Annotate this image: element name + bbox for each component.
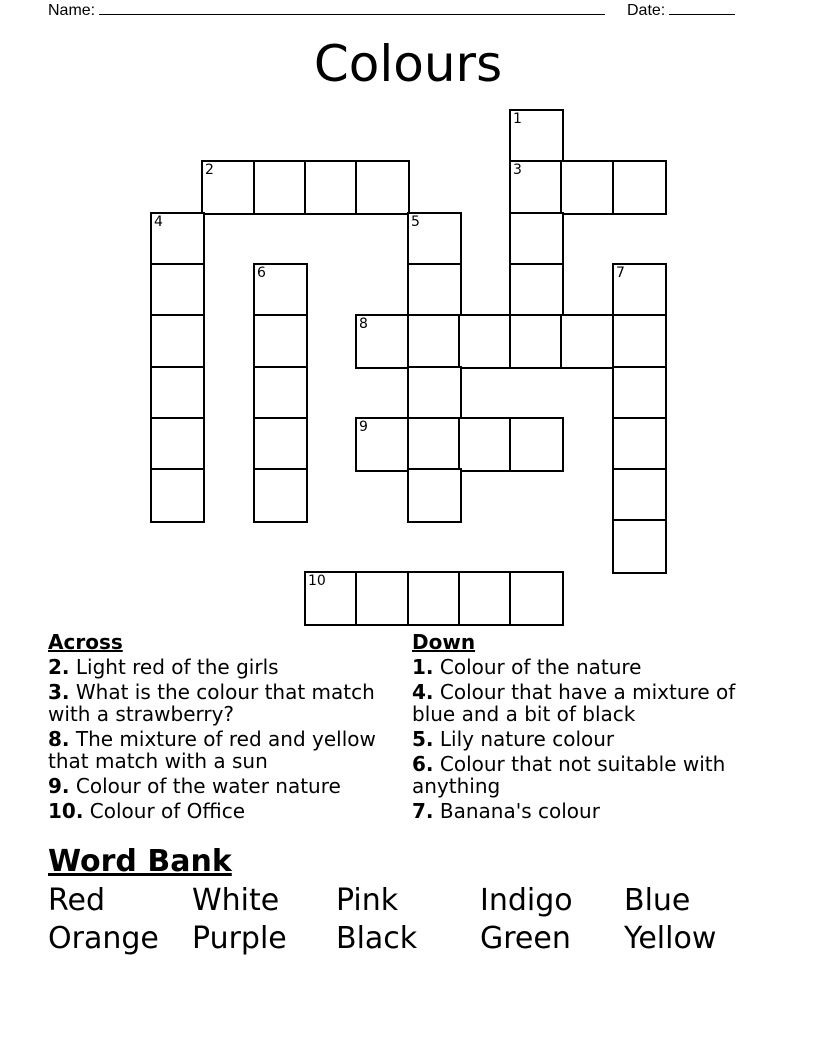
clue-item xyxy=(48,681,388,725)
crossword-cell[interactable] xyxy=(150,263,205,318)
clue-item xyxy=(48,728,388,772)
clue-item xyxy=(412,753,752,797)
word-bank-word: Red xyxy=(48,883,105,918)
crossword-cell[interactable] xyxy=(253,366,308,421)
clue-item xyxy=(412,800,752,822)
crossword-cell[interactable] xyxy=(253,263,308,318)
word-bank-row xyxy=(48,882,768,920)
crossword-cell[interactable] xyxy=(407,571,462,626)
clue-number: 5. xyxy=(412,727,434,751)
crossword-cell[interactable] xyxy=(407,417,462,472)
crossword-cell[interactable] xyxy=(509,212,564,267)
clue-text: Colour that not suitable with anything xyxy=(412,752,726,798)
clue-number: 8. xyxy=(48,727,70,751)
clue-text: Colour of the water nature xyxy=(69,774,341,798)
clue-item xyxy=(48,656,388,678)
clue-text: Colour of the nature xyxy=(433,655,642,679)
cell-number: 4 xyxy=(154,214,163,230)
word-bank-heading: Word Bank xyxy=(48,844,232,879)
crossword-cell[interactable] xyxy=(458,571,513,626)
crossword-cell[interactable] xyxy=(509,314,564,369)
word-bank-word: Orange xyxy=(48,921,159,956)
crossword-cell[interactable] xyxy=(458,417,513,472)
clue-number: 2. xyxy=(48,655,70,679)
word-bank-word: Indigo xyxy=(480,883,573,918)
crossword-cell[interactable] xyxy=(355,314,410,369)
clue-text: Colour of Office xyxy=(83,799,246,823)
word-bank-word: Green xyxy=(480,921,571,956)
clue-text: The mixture of red and yellow that match with a sun xyxy=(48,727,376,773)
word-bank-row xyxy=(48,920,768,958)
clues-section xyxy=(48,628,788,838)
clue-number: 4. xyxy=(412,680,434,704)
crossword-cell[interactable] xyxy=(253,314,308,369)
crossword-cell[interactable] xyxy=(458,314,513,369)
cell-number: 6 xyxy=(257,265,266,281)
cell-number: 5 xyxy=(411,214,420,230)
clue-number: 10. xyxy=(48,799,84,823)
crossword-cell[interactable] xyxy=(612,314,667,369)
crossword-cell[interactable] xyxy=(253,160,308,215)
crossword-cell[interactable] xyxy=(201,160,256,215)
clue-text: What is the colour that match with a strawberry? xyxy=(48,680,375,726)
crossword-cell[interactable] xyxy=(355,160,410,215)
crossword-cell[interactable] xyxy=(612,160,667,215)
crossword-cell[interactable] xyxy=(612,263,667,318)
down-clues xyxy=(412,628,752,825)
cell-number: 1 xyxy=(513,111,522,127)
cell-number: 10 xyxy=(308,573,326,589)
crossword-cell[interactable] xyxy=(407,468,462,523)
down-list xyxy=(412,656,752,822)
crossword-cell[interactable] xyxy=(560,314,615,369)
crossword-cell[interactable] xyxy=(253,468,308,523)
crossword-cell[interactable] xyxy=(509,571,564,626)
cell-number: 7 xyxy=(616,265,625,281)
cell-number: 9 xyxy=(359,419,368,435)
across-clues xyxy=(48,628,388,825)
crossword-cell[interactable] xyxy=(150,314,205,369)
clue-number: 6. xyxy=(412,752,434,776)
cell-number: 3 xyxy=(513,162,522,178)
crossword-cell[interactable] xyxy=(150,417,205,472)
crossword-cell[interactable] xyxy=(407,314,462,369)
clue-item xyxy=(48,800,388,822)
date-label: Date: xyxy=(627,2,666,19)
clue-text: Banana's colour xyxy=(433,799,600,823)
across-list xyxy=(48,656,388,822)
word-bank xyxy=(48,842,768,958)
name-label: Name: xyxy=(48,2,96,19)
crossword-cell[interactable] xyxy=(407,366,462,421)
crossword-cell[interactable] xyxy=(612,519,667,574)
clue-text: Lily nature colour xyxy=(433,727,615,751)
crossword-cell[interactable] xyxy=(509,109,564,164)
down-heading: Down xyxy=(412,630,476,654)
crossword-cell[interactable] xyxy=(612,468,667,523)
cell-number: 8 xyxy=(359,316,368,332)
word-bank-word: Blue xyxy=(624,883,691,918)
crossword-cell[interactable] xyxy=(509,160,564,215)
crossword-cell[interactable] xyxy=(509,417,564,472)
crossword-cell[interactable] xyxy=(253,417,308,472)
crossword-cell[interactable] xyxy=(407,212,462,267)
word-bank-word: Purple xyxy=(192,921,287,956)
page-title: Colours xyxy=(313,35,503,93)
clue-text: Light red of the girls xyxy=(69,655,279,679)
crossword-cell[interactable] xyxy=(612,417,667,472)
crossword-cell[interactable] xyxy=(355,571,410,626)
cell-number: 2 xyxy=(205,162,214,178)
clue-text: Colour that have a mixture of blue and a bit of black xyxy=(412,680,736,726)
clue-item xyxy=(48,775,388,797)
word-bank-word: Black xyxy=(336,921,418,956)
word-bank-word: Yellow xyxy=(624,921,717,956)
clue-number: 7. xyxy=(412,799,434,823)
crossword-cell[interactable] xyxy=(304,160,359,215)
crossword-cell[interactable] xyxy=(355,417,410,472)
word-bank-word: Pink xyxy=(336,883,399,918)
word-bank-word: White xyxy=(192,883,280,918)
clue-number: 3. xyxy=(48,680,70,704)
clue-number: 1. xyxy=(412,655,434,679)
crossword-cell[interactable] xyxy=(612,366,667,421)
clue-item xyxy=(412,656,752,678)
crossword-cell[interactable] xyxy=(150,212,205,267)
across-heading: Across xyxy=(48,630,123,654)
clue-item xyxy=(412,728,752,750)
clue-item xyxy=(412,681,752,725)
word-bank-rows xyxy=(48,882,768,958)
crossword-cell[interactable] xyxy=(509,263,564,318)
crossword-cell[interactable] xyxy=(150,366,205,421)
crossword-cell[interactable] xyxy=(560,160,615,215)
crossword-cell[interactable] xyxy=(150,468,205,523)
clue-number: 9. xyxy=(48,774,70,798)
crossword-cell[interactable] xyxy=(304,571,359,626)
crossword-cell[interactable] xyxy=(407,263,462,318)
